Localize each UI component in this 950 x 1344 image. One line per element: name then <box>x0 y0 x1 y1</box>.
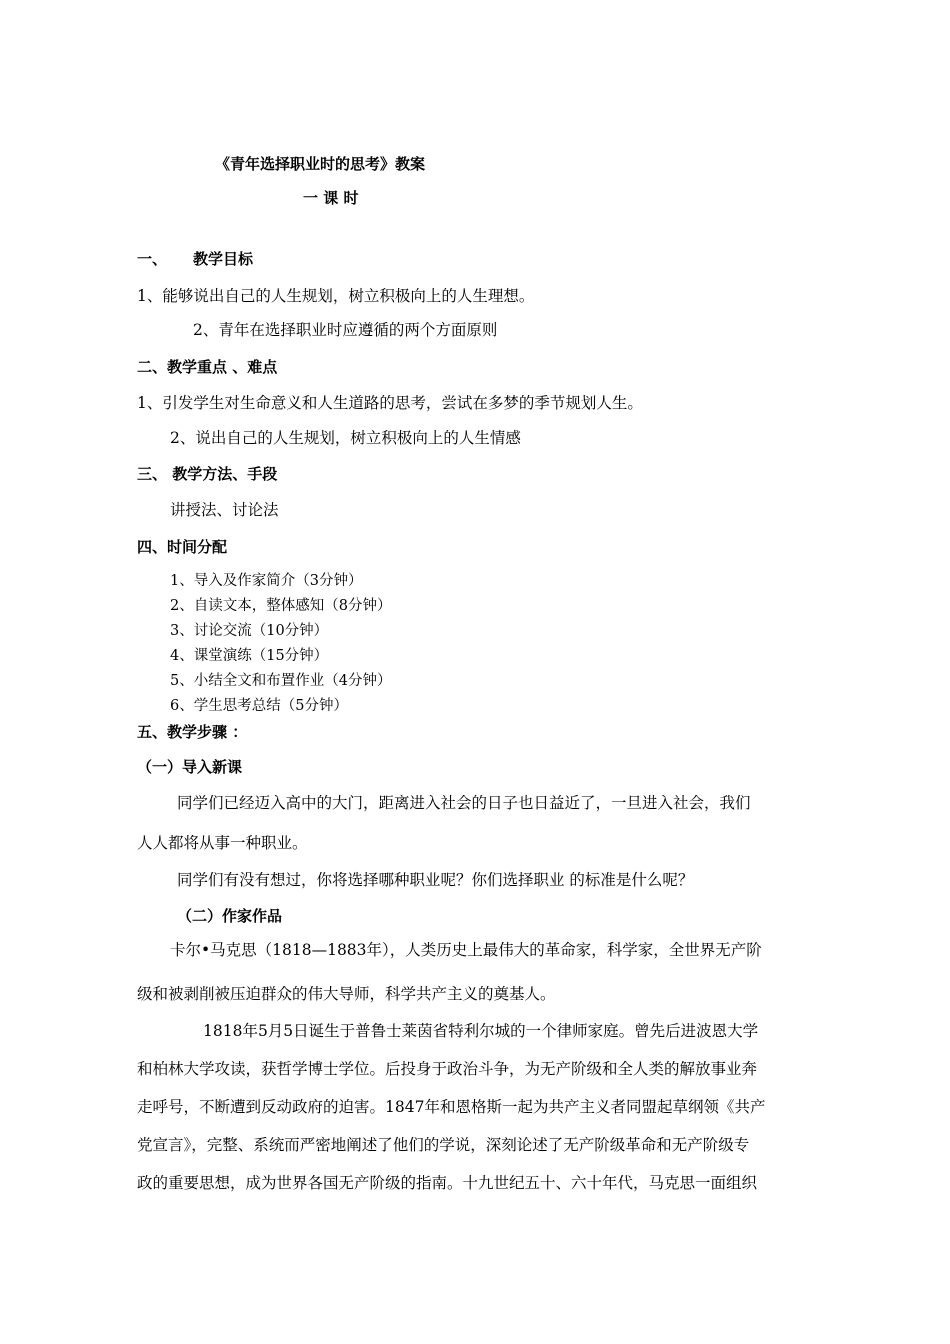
section-1-title: 教学目标 <box>193 250 254 268</box>
intro-paragraph-1-line: 人人都将从事一种职业。 <box>137 834 308 852</box>
author-paragraph-2-line: 走呼号，不断遭到反动政府的迫害。1847年和恩格斯一起为共产主义者同盟起草纲领《共产 <box>137 1098 766 1116</box>
author-paragraph-2-line: 和柏林大学攻读，获哲学博士学位。后投身于政治斗争，为无产阶级和全人类的解放事业奔 <box>137 1060 758 1078</box>
author-paragraph-2-line: 1818年5月5日诞生于普鲁士莱茵省特利尔城的一个律师家庭。曾先后进波恩大学 <box>203 1022 759 1040</box>
section-5-title: 五、教学步骤 ： <box>137 723 248 741</box>
author-paragraph-1-line: 卡尔•马克思（1818—1883年），人类历史上最伟大的革命家，科学家，全世界无产阶 <box>170 941 762 959</box>
time-item: 4、课堂演练（15分钟） <box>170 648 329 664</box>
section-4-title: 四、时间分配 <box>137 538 228 556</box>
step-1-title: （一）导入新课 <box>137 758 243 776</box>
doc-title: 《青年选择职业时的思考》教案 <box>215 155 426 173</box>
author-paragraph-1-line: 级和被剥削被压迫群众的伟大导师，科学共产主义的奠基人。 <box>137 985 556 1003</box>
step-2-title: （二）作家作品 <box>177 907 283 925</box>
methods-text: 讲授法、讨论法 <box>170 501 279 519</box>
goal-1: 1、能够说出自己的人生规划，树立积极向上的人生理想。 <box>137 287 535 305</box>
key-point-1: 1、引发学生对生命意义和人生道路的思考，尝试在多梦的季节规划人生。 <box>137 394 643 412</box>
key-point-2: 2、说出自己的人生规划，树立积极向上的人生情感 <box>170 429 521 447</box>
time-item: 3、讨论交流（10分钟） <box>170 623 329 639</box>
time-item: 6、学生思考总结（5分钟） <box>170 698 348 714</box>
author-paragraph-2-line: 党宣言》，完整、系统而严密地阐述了他们的学说，深刻论述了无产阶级革命和无产阶级专 <box>137 1136 750 1154</box>
section-3-title: 三、 教学方法、手段 <box>137 465 278 483</box>
section-2-title: 二、教学重点 、难点 <box>137 358 278 376</box>
time-item: 1、导入及作家简介（3分钟） <box>170 573 363 589</box>
intro-paragraph-2: 同学们有没有想过，你将选择哪种职业呢？你们选择职业 的标准是什么呢？ <box>177 871 694 889</box>
goal-2: 2、青年在选择职业时应遵循的两个方面原则 <box>193 321 498 339</box>
time-item: 2、自读文本，整体感知（8分钟） <box>170 598 392 614</box>
author-paragraph-2-line: 政的重要思想，成为世界各国无产阶级的指南。十九世纪五十、六十年代，马克思一面组织 <box>137 1174 758 1192</box>
time-item: 5、小结全文和布置作业（4分钟） <box>170 673 392 689</box>
section-1-number: 一、 <box>137 250 168 268</box>
doc-subtitle: 一 课 时 <box>303 189 359 207</box>
intro-paragraph-1-line: 同学们已经迈入高中的大门，距离进入社会的日子也日益近了，一旦进入社会，我们 <box>177 794 751 812</box>
